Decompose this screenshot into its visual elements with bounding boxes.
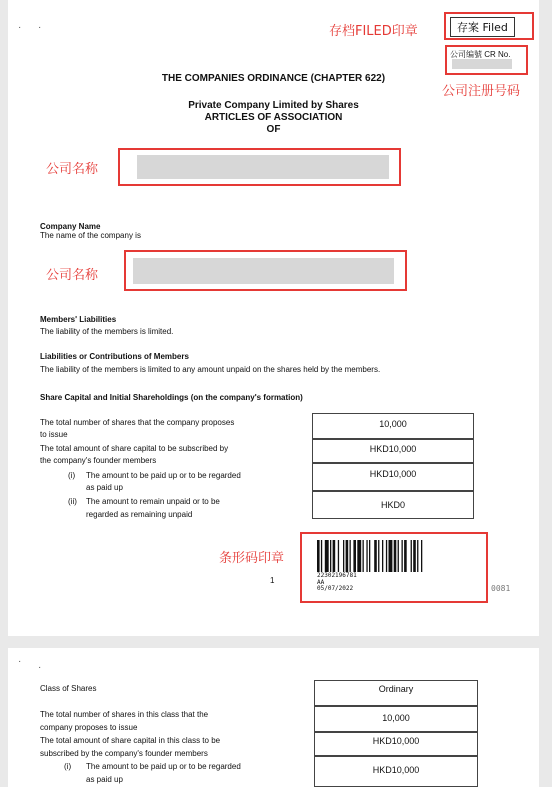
cr-no-redacted [452, 59, 512, 69]
cr-no-label: 公司编號 CR No. [450, 50, 511, 59]
share-capital-row3-label-cont: as paid up [86, 483, 123, 492]
barcode-text [317, 573, 357, 593]
company-name-text: The name of the company is [40, 231, 141, 240]
filed-stamp: 存案 Filed [450, 17, 515, 37]
share-capital-row2-value-cell [312, 439, 474, 463]
document-page-2 [8, 648, 539, 787]
class-of-shares-label: Class of Shares [40, 684, 97, 693]
share-capital-row1-value-cell [312, 413, 474, 439]
page2-row1-label: The total number of shares in this class that the [40, 710, 209, 719]
company-name-heading: Company Name [40, 222, 101, 231]
scan-mark: · [18, 22, 22, 33]
page2-class-value: Ordinary [378, 684, 414, 694]
page2-row2-label-cont: subscribed by the company's founder members [40, 749, 208, 758]
share-capital-row3-value-cell [312, 463, 474, 491]
page2-row2-value-cell [314, 732, 478, 756]
share-capital-row2-value: HKD10,000 [369, 444, 417, 454]
company-name-redacted-2 [133, 258, 394, 284]
company-no-annotation: 公司注册号码 [442, 84, 521, 99]
company-name-redacted-1 [137, 155, 389, 179]
company-name-annotation-1: 公司名称 [46, 162, 99, 177]
share-capital-row4-label-cont: regarded as remaining unpaid [86, 510, 193, 519]
share-capital-row2-label-cont: the company's founder members [40, 456, 157, 465]
barcode-line-2: AA [317, 578, 325, 586]
share-capital-heading: Share Capital and Initial Shareholdings (on the company's formation) [40, 393, 303, 402]
liabilities-contributions-text: The liability of the members is limited to any amount unpaid on the shares held by the members. [40, 365, 381, 374]
page2-row3-value: HKD10,000 [372, 765, 420, 775]
page2-row1-value-cell [314, 706, 478, 732]
share-capital-row2-label: The total amount of share capital to be subscribed by [40, 444, 229, 453]
liabilities-contributions-heading: Liabilities or Contributions of Members [40, 352, 189, 361]
scan-mark: · [18, 656, 22, 667]
share-capital-row3-value: HKD10,000 [369, 469, 417, 479]
page2-row3-value-cell [314, 756, 478, 787]
page2-row2-label: The total amount of share capital in this class to be [40, 736, 221, 745]
page2-row2-value: HKD10,000 [372, 736, 420, 746]
members-liabilities-text: The liability of the members is limited. [40, 327, 174, 336]
barcode-line-1: 22302196781 [317, 572, 357, 579]
share-capital-row1-label: The total number of shares that the company proposes [40, 418, 235, 427]
document-page-1 [8, 0, 539, 636]
share-capital-row4-value: HKD0 [380, 500, 405, 510]
share-capital-row1-value: 10,000 [379, 419, 407, 429]
page-number: 1 [270, 576, 275, 585]
share-capital-row4-num: (ii) [68, 497, 77, 506]
page2-row1-value: 10,000 [382, 713, 410, 723]
barcode-line-3: 05/07/2022 [317, 585, 354, 592]
page2-row1-label-cont: company proposes to issue [40, 723, 138, 732]
share-capital-row4-value-cell [312, 491, 474, 519]
page2-row3-label: The amount to be paid up or to be regarded [86, 762, 241, 771]
share-capital-row1-label-cont: to issue [40, 430, 68, 439]
filed-stamp-annotation: 存档FILED印章 [329, 24, 418, 39]
document-title: THE COMPANIES ORDINANCE (CHAPTER 622) [161, 73, 386, 84]
page2-row3-num: (i) [64, 762, 72, 771]
company-name-annotation-2: 公司名称 [46, 268, 99, 283]
barcode-side-code: 0081 [491, 584, 511, 593]
barcode-image [317, 540, 465, 572]
share-capital-row3-label: The amount to be paid up or to be regarded [86, 471, 241, 480]
share-capital-row3-num: (i) [68, 471, 76, 480]
of-heading: OF [266, 124, 281, 135]
articles-heading: ARTICLES OF ASSOCIATION [204, 112, 343, 123]
document-subtitle: Private Company Limited by Shares [188, 100, 359, 111]
page2-class-value-cell [314, 680, 478, 706]
share-capital-row4-label: The amount to remain unpaid or to be [86, 497, 220, 506]
page2-row3-label-cont: as paid up [86, 775, 123, 784]
members-liabilities-heading: Members' Liabilities [40, 315, 117, 324]
barcode-annotation: 条形码印章 [219, 551, 285, 566]
scan-mark: · [38, 662, 42, 673]
scan-mark: · [38, 22, 42, 33]
